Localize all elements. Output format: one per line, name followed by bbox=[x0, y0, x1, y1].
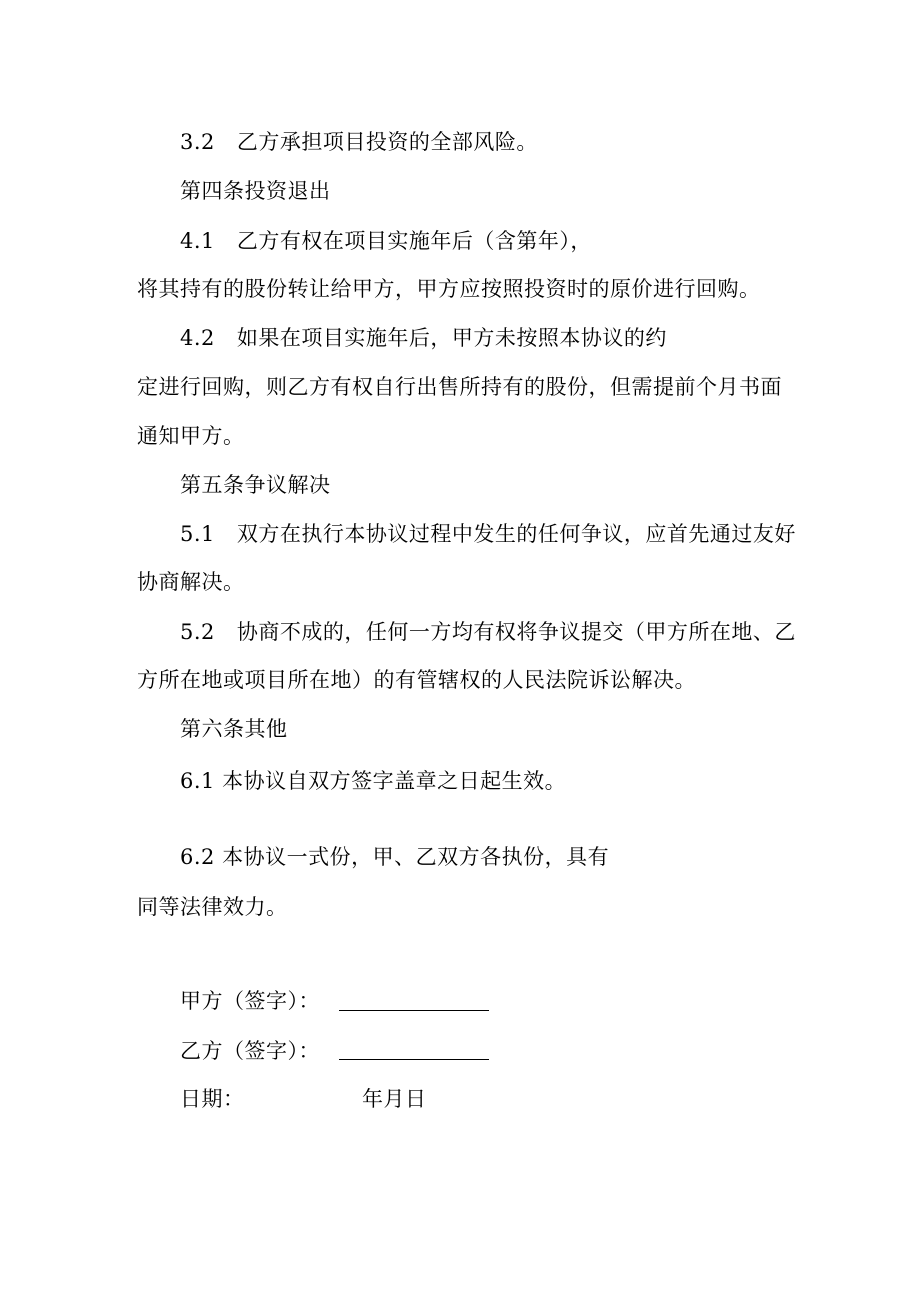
clause-number: 3.2 bbox=[180, 130, 215, 154]
clause-5-2 bbox=[180, 618, 796, 646]
clause-text: 双方在执行本协议过程中发生的任何争议，应首先通过友好 bbox=[236, 522, 796, 546]
party-b-signature-line bbox=[339, 1059, 489, 1060]
clause-6-2: 6.2 本协议一式份，甲、乙双方各执份，具有 bbox=[180, 845, 610, 869]
clause-4-2-continued: 定进行回购，则乙方有权自行出售所持有的股份，但需提前个月书面 bbox=[137, 375, 782, 399]
clause-5-1 bbox=[180, 520, 796, 548]
clause-4-1 bbox=[180, 227, 592, 255]
date-value: 年月日 bbox=[362, 1087, 427, 1111]
party-b-signature-label: 乙方（签字）： bbox=[180, 1039, 320, 1063]
clause-4-2-continued-2: 通知甲方。 bbox=[137, 424, 245, 448]
clause-4-1-continued: 将其持有的股份转让给甲方，甲方应按照投资时的原价进行回购。 bbox=[137, 277, 761, 301]
clause-4-2 bbox=[180, 324, 667, 352]
clause-number: 5.1 bbox=[180, 522, 215, 546]
clause-3-2 bbox=[180, 128, 538, 156]
date-label: 日期： bbox=[180, 1087, 245, 1111]
clause-text: 协商不成的，任何一方均有权将争议提交（甲方所在地、乙 bbox=[236, 620, 796, 644]
clause-number: 4.1 bbox=[180, 229, 215, 253]
clause-6-1: 6.1 本协议自双方签字盖章之日起生效。 bbox=[180, 769, 567, 793]
clause-number: 4.2 bbox=[180, 326, 215, 350]
clause-number: 5.2 bbox=[180, 620, 215, 644]
clause-text: 乙方承担项目投资的全部风险。 bbox=[236, 130, 538, 154]
party-a-signature-line bbox=[339, 1010, 489, 1011]
clause-5-1-continued: 协商解决。 bbox=[137, 570, 245, 594]
clause-text: 如果在项目实施年后，甲方未按照本协议的约 bbox=[236, 326, 667, 350]
article-6-heading: 第六条其他 bbox=[180, 717, 288, 741]
party-a-signature-label: 甲方（签字）： bbox=[180, 989, 320, 1013]
clause-5-2-continued: 方所在地或项目所在地）的有管辖权的人民法院诉讼解决。 bbox=[137, 668, 696, 692]
clause-text: 乙方有权在项目实施年后（含第年）， bbox=[236, 229, 592, 253]
article-5-heading: 第五条争议解决 bbox=[180, 473, 331, 497]
article-4-heading: 第四条投资退出 bbox=[180, 179, 331, 203]
clause-6-2-continued: 同等法律效力。 bbox=[137, 895, 288, 919]
